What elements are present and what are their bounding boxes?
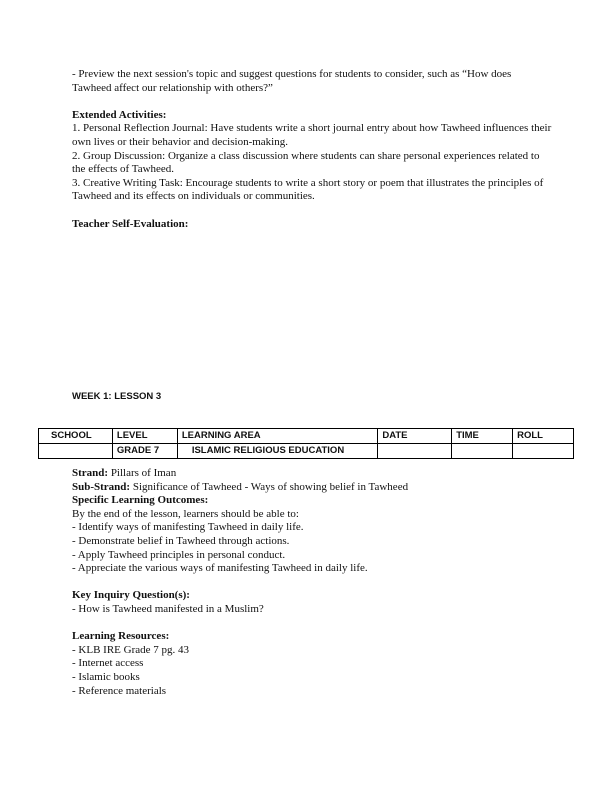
resource-item: - Internet access	[72, 657, 144, 670]
cell-time	[452, 444, 513, 459]
outcomes-heading: Specific Learning Outcomes:	[72, 494, 209, 507]
outcome-item: - Appreciate the various ways of manifesting Tawheed in daily life.	[72, 562, 368, 575]
extended-item: 2. Group Discussion: Organize a class discussion where students can share personal experiences related to the effects of Tawheed.	[72, 149, 540, 176]
substrand-line	[72, 481, 552, 495]
cell-learning-area: ISLAMIC RELIGIOUS EDUCATION	[177, 444, 378, 459]
header-level: LEVEL	[112, 429, 177, 444]
table-row	[39, 444, 574, 459]
header-date: DATE	[378, 429, 452, 444]
header-roll: ROLL	[513, 429, 574, 444]
outcomes-intro: By the end of the lesson, learners should be able to:	[72, 507, 299, 520]
outcome-item: - Identify ways of manifesting Tawheed in daily life.	[72, 521, 304, 534]
outcome-item: - Apply Tawheed principles in personal conduct.	[72, 548, 286, 561]
preview-text: - Preview the next session's topic and suggest questions for students to consider, such as “How does Tawheed affect our relationship with others?”	[72, 68, 512, 94]
strand-value: Pillars of Iman	[108, 467, 177, 479]
self-evaluation-heading: Teacher Self-Evaluation:	[72, 217, 189, 230]
cell-roll	[513, 444, 574, 459]
header-learning-area: LEARNING AREA	[177, 429, 378, 444]
inquiry-item: - How is Tawheed manifested in a Muslim?	[72, 602, 264, 615]
cell-school	[39, 444, 113, 459]
resource-item: - Reference materials	[72, 684, 167, 697]
resource-item: - Islamic books	[72, 670, 140, 683]
table-header-row	[39, 429, 574, 444]
lesson-section	[72, 467, 552, 698]
extended-item: 1. Personal Reflection Journal: Have students write a short journal entry about how Tawheed influences their own lives or their behavior and decision-making.	[72, 122, 552, 148]
extended-item: 3. Creative Writing Task: Encourage students to write a short story or poem that illustrates the principles of Tawheed and its effects on individuals or communities.	[72, 176, 544, 203]
resource-item: - KLB IRE Grade 7 pg. 43	[72, 643, 190, 656]
inquiry-heading: Key Inquiry Question(s):	[72, 589, 190, 602]
substrand-label: Sub-Strand:	[72, 480, 131, 493]
strand-line	[72, 467, 552, 481]
cell-level: GRADE 7	[112, 444, 177, 459]
substrand-value: Significance of Tawheed - Ways of showing belief in Tawheed	[130, 480, 409, 493]
header-time: TIME	[452, 429, 513, 444]
extended-activities-heading: Extended Activities:	[72, 108, 167, 121]
top-section	[72, 68, 552, 231]
week-lesson-title: WEEK 1: LESSON 3	[72, 391, 162, 402]
lesson-info-table	[38, 428, 574, 459]
cell-date	[378, 444, 452, 459]
resources-heading: Learning Resources:	[72, 630, 170, 643]
header-school: SCHOOL	[39, 429, 113, 444]
strand-label: Strand:	[72, 467, 109, 479]
outcome-item: - Demonstrate belief in Tawheed through actions.	[72, 534, 290, 547]
